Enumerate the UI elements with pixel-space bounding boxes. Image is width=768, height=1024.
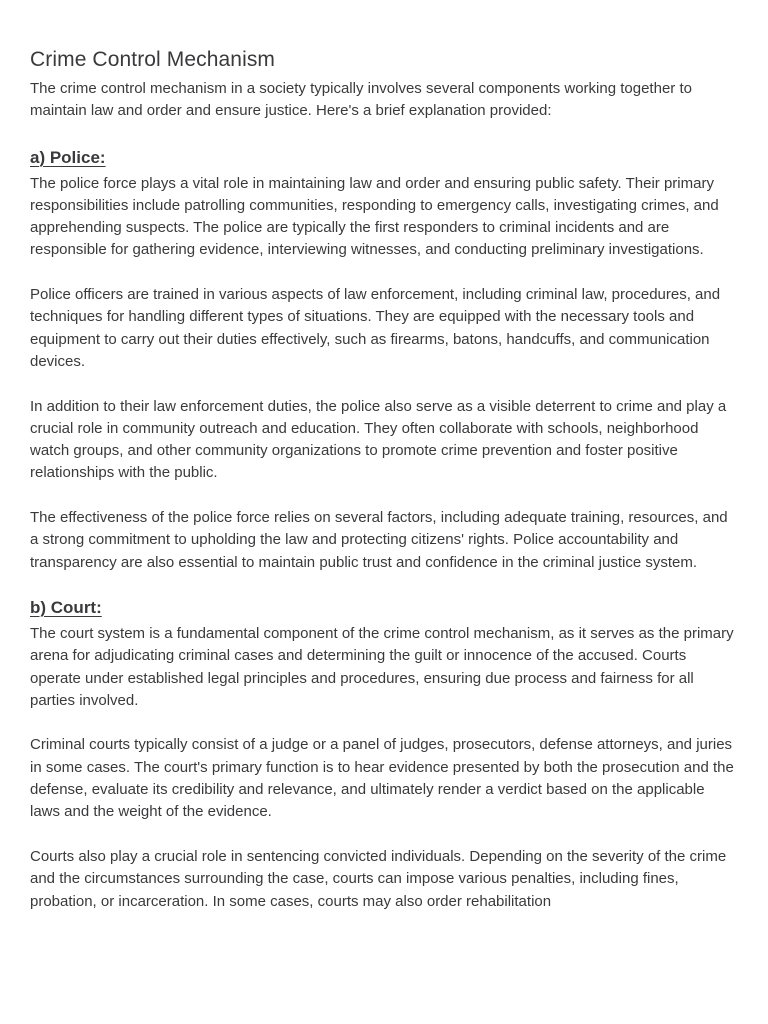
police-section <box>30 147 738 574</box>
court-paragraph: Courts also play a crucial role in sentencing convicted individuals. Depending on the severity of the crime and the circumstances surrounding the case, courts can impose various penalties, including fines, probation, or incarceration. In some cases, courts may also order rehabilitation <box>30 847 727 910</box>
court-paragraph: The court system is a fundamental component of the crime control mechanism, as it serves as the primary arena for adjudicating criminal cases and determining the guilt or innocence of the accused. Courts operate under established legal principles and procedures, ensuring due process and fairness for all parties involved. <box>30 624 734 709</box>
intro-paragraph: The crime control mechanism in a society typically involves several components working together to maintain law and order and ensure justice. Here's a brief explanation provided: <box>30 80 692 120</box>
police-paragraph: The effectiveness of the police force relies on several factors, including adequate training, resources, and a strong commitment to upholding the law and protecting citizens' rights. Police accountability and transparency are also essential to maintain public trust and confidence in the criminal justice system. <box>30 509 728 571</box>
police-paragraph: The police force plays a vital role in maintaining law and order and ensuring public safety. Their primary responsibilities include patrolling communities, responding to emergency calls, investigating crimes, and apprehending suspects. The police are typically the first responders to criminal incidents and are responsible for gathering evidence, interviewing witnesses, and conducting preliminary investigations. <box>30 174 719 259</box>
page-title: Crime Control Mechanism <box>30 48 276 71</box>
police-paragraph: In addition to their law enforcement duties, the police also serve as a visible deterrent to crime and play a crucial role in community outreach and education. They often collaborate with schools, neighborhood watch groups, and other community organizations to promote crime prevention and foster positive relationships with the public. <box>30 397 727 482</box>
court-section <box>30 597 738 913</box>
police-paragraph: Police officers are trained in various aspects of law enforcement, including criminal law, procedures, and techniques for handling different types of situations. They are equipped with the necessary tools and equipment to carry out their duties effectively, such as firearms, batons, handcuffs, and communication devices. <box>30 286 721 370</box>
section-heading-police: a) Police: <box>30 147 106 167</box>
court-paragraph: Criminal courts typically consist of a judge or a panel of judges, prosecutors, defense attorneys, and juries in some cases. The court's primary function is to hear evidence presented by both the prosecution and the defense, evaluate its credibility and relevance, and ultimately render a verdict based on the applicable laws and the weight of the evidence. <box>30 736 734 821</box>
section-heading-court: b) Court: <box>30 597 102 617</box>
